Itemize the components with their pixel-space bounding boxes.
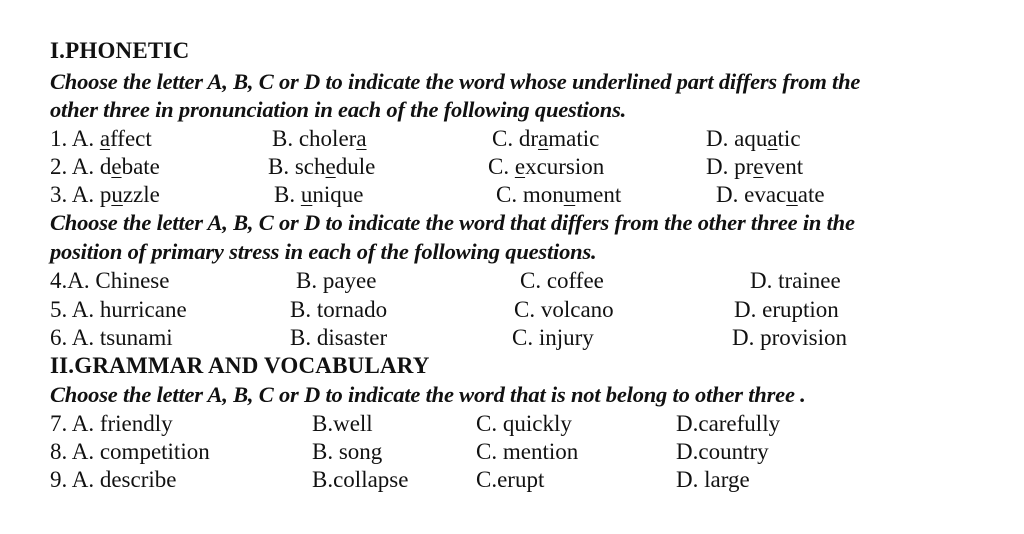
option-2b-pre: B. sch	[268, 154, 326, 179]
option-2a-underlined: e	[111, 154, 122, 179]
option-3b-post: nique	[312, 182, 364, 207]
option-3d	[716, 181, 825, 209]
option-8b: B. song	[312, 439, 383, 464]
option-5d: D. eruption	[734, 297, 839, 322]
option-9a: 9. A. describe	[50, 467, 177, 492]
option-5c: C. volcano	[514, 297, 614, 322]
option-8a: 8. A. competition	[50, 439, 210, 464]
section-2-title: II.GRAMMAR AND VOCABULARY	[50, 353, 430, 378]
option-4a: 4.A. Chinese	[50, 268, 170, 293]
option-8c: C. mention	[476, 439, 579, 464]
option-2a-pre: 2. A. d	[50, 154, 112, 179]
question-row-3	[50, 181, 1010, 209]
option-2d	[706, 153, 803, 181]
option-3d-underlined: u	[786, 182, 798, 207]
option-4b: B. payee	[296, 268, 377, 293]
option-1c-underlined: a	[538, 126, 549, 151]
option-7c: C. quickly	[476, 411, 572, 436]
option-1d-pre: D. aqu	[706, 126, 768, 151]
pronunciation-instruction-line-2: other three in pronunciation in each of the following questions.	[50, 97, 627, 122]
option-2a-post: bate	[121, 154, 160, 179]
question-row-4	[50, 267, 1010, 295]
option-2d-post: vent	[763, 154, 804, 179]
option-2b	[268, 153, 375, 181]
pronunciation-instruction-line-1: Choose the letter A, B, C or D to indicate the word whose underlined part differs from the	[50, 69, 861, 94]
option-3b	[274, 181, 363, 209]
question-row-2	[50, 153, 1010, 181]
option-2b-underlined: e	[325, 154, 336, 179]
option-1d	[706, 125, 801, 153]
option-5a: 5. A. hurricane	[50, 297, 187, 322]
option-1d-underlined: a	[767, 126, 778, 151]
question-row-9	[50, 466, 1010, 494]
option-1c-post: matic	[548, 126, 600, 151]
option-2c	[488, 153, 604, 181]
question-row-6	[50, 324, 1010, 352]
option-6b: B. disaster	[290, 325, 388, 350]
option-1a-pre: 1. A.	[50, 126, 100, 151]
option-9d: D. large	[676, 467, 750, 492]
option-2c-pre: C.	[488, 154, 515, 179]
stress-instruction-line-2: position of primary stress in each of the following questions.	[50, 239, 597, 264]
option-6c: C. injury	[512, 325, 594, 350]
option-6d: D. provision	[732, 325, 847, 350]
option-2d-pre: D. pr	[706, 154, 754, 179]
option-3c	[496, 181, 621, 209]
option-1b-underlined: a	[356, 126, 367, 151]
question-row-7	[50, 410, 1010, 438]
option-3c-underlined: u	[563, 182, 576, 207]
option-9b: B.collapse	[312, 467, 409, 492]
option-1a-post: ffect	[110, 126, 152, 151]
option-3d-pre: D. evac	[716, 182, 787, 207]
option-3c-post: ment	[575, 182, 622, 207]
option-3b-underlined: u	[300, 182, 313, 207]
question-row-5	[50, 296, 1010, 324]
option-3b-pre: B.	[274, 182, 301, 207]
option-2a	[50, 153, 160, 181]
option-2c-post: xcursion	[525, 154, 605, 179]
option-1b	[272, 125, 367, 153]
option-4d: D. trainee	[750, 268, 841, 293]
option-7b: B.well	[312, 411, 373, 436]
option-2c-underlined: e	[514, 154, 526, 179]
option-1b-pre: B. choler	[272, 126, 357, 151]
option-3a-underlined: u	[111, 182, 123, 207]
stress-instruction-line-1: Choose the letter A, B, C or D to indicate the word that differs from the other three in the	[50, 210, 855, 235]
grammar-instruction: Choose the letter A, B, C or D to indicate the word that is not belong to other three .	[50, 382, 806, 407]
option-8d: D.country	[676, 439, 769, 464]
option-3c-pre: C. mon	[496, 182, 564, 207]
option-6a: 6. A. tsunami	[50, 325, 173, 350]
option-9c: C.erupt	[476, 467, 545, 492]
option-1c-pre: C. dr	[492, 126, 538, 151]
option-2b-post: dule	[335, 154, 376, 179]
option-3a-pre: 3. A. p	[50, 182, 112, 207]
option-3a-post: zzle	[122, 182, 160, 207]
section-1-title: I.PHONETIC	[50, 38, 190, 63]
option-1c	[492, 125, 599, 153]
option-1d-post: tic	[777, 126, 801, 151]
question-row-1	[50, 125, 1010, 153]
option-5b: B. tornado	[290, 297, 388, 322]
option-3a	[50, 181, 160, 209]
question-row-8	[50, 438, 1010, 466]
option-1a	[50, 125, 152, 153]
option-3d-post: ate	[797, 182, 825, 207]
option-2d-underlined: e	[753, 154, 764, 179]
option-1a-underlined: a	[99, 126, 111, 151]
option-7a: 7. A. friendly	[50, 411, 173, 436]
option-4c: C. coffee	[520, 268, 604, 293]
option-7d: D.carefully	[676, 411, 781, 436]
